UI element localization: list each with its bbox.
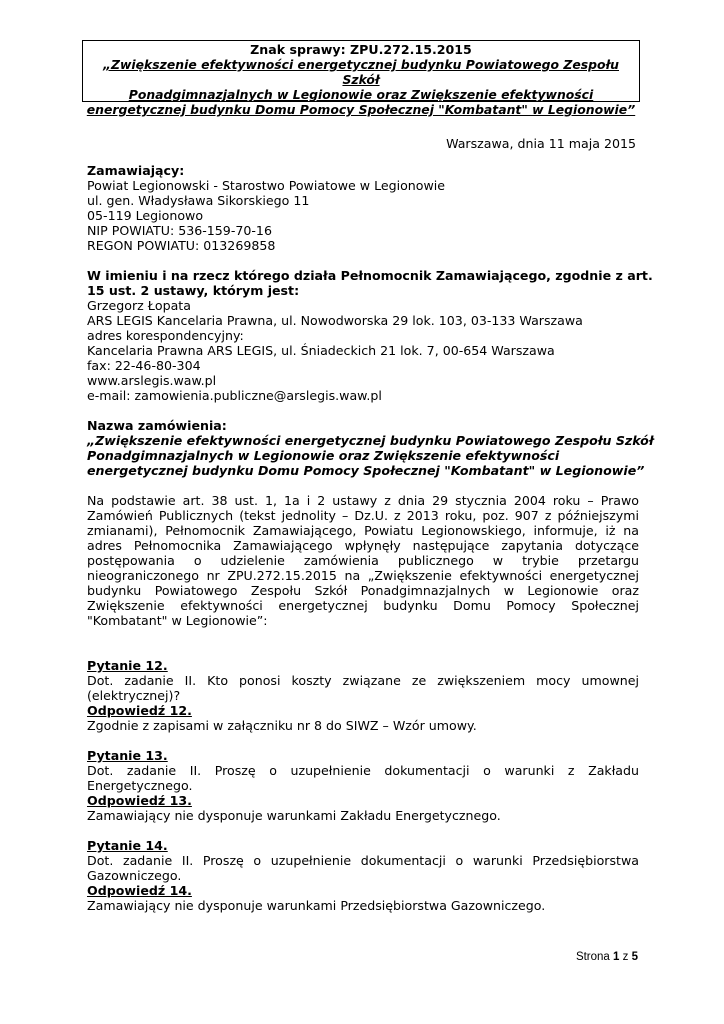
proxy-line: Kancelaria Prawna ARS LEGIS, ul. Śniadeckich 21 lok. 7, 00-654 Warszawa bbox=[87, 343, 555, 358]
answer-text: Zamawiający nie dysponuje warunkami Przedsiębiorstwa Gazowniczego. bbox=[87, 898, 546, 913]
answer-label: Odpowiedź 13. bbox=[87, 793, 192, 808]
question-label: Pytanie 13. bbox=[87, 748, 168, 763]
current-page: 1 bbox=[613, 951, 620, 963]
question-label: Pytanie 14. bbox=[87, 838, 168, 853]
contracting-line: ul. gen. Władysława Sikorskiego 11 bbox=[87, 193, 310, 208]
answer-label: Odpowiedź 14. bbox=[87, 883, 192, 898]
order-title-line-3: energetycznej budynku Domu Pomocy Społecznej "Kombatant" w Legionowie” bbox=[87, 463, 645, 478]
header-title-line-3: energetycznej budynku Domu Pomocy Społecznej "Kombatant" w Legionowie” bbox=[86, 102, 636, 117]
page-number bbox=[576, 951, 638, 963]
order-heading: Nazwa zamówienia: bbox=[87, 418, 227, 433]
proxy-line: ARS LEGIS Kancelaria Prawna, ul. Nowodworska 29 lok. 103, 03-133 Warszawa bbox=[87, 313, 583, 328]
order-title-line-2: Ponadgimnazjalnych w Legionowie oraz Zwiększenie efektywności bbox=[87, 448, 560, 463]
proxy-line: adres korespondencyjny: bbox=[87, 328, 244, 343]
header-title-line-2: Ponadgimnazjalnych w Legionowie oraz Zwiększenie efektywności bbox=[128, 87, 594, 102]
contracting-line: Powiat Legionowski - Starostwo Powiatowe w Legionowie bbox=[87, 178, 446, 193]
order-title-line-1: „Zwiększenie efektywności energetycznej budynku Powiatowego Zespołu Szkół bbox=[87, 433, 654, 448]
of-word: z bbox=[622, 951, 629, 963]
total-pages: 5 bbox=[631, 951, 638, 963]
proxy-heading-line-1: W imieniu i na rzecz którego działa Pełnomocnik Zamawiającego, zgodnie z art. bbox=[87, 268, 653, 283]
proxy-website: www.arslegis.waw.pl bbox=[87, 373, 217, 388]
proxy-email: e-mail: zamowienia.publiczne@arslegis.waw.pl bbox=[87, 388, 382, 403]
header-title-line-1: „Zwiększenie efektywności energetycznej budynku Powiatowego Zespołu Szkół bbox=[102, 57, 619, 87]
contracting-heading: Zamawiający: bbox=[87, 163, 185, 178]
question-text: Dot. zadanie II. Proszę o uzupełnienie dokumentacji o warunki z Zakładu Energetycznego. bbox=[87, 763, 639, 793]
document-date: Warszawa, dnia 11 maja 2015 bbox=[446, 136, 636, 151]
proxy-heading-line-2: 15 ust. 2 ustawy, którym jest: bbox=[87, 283, 300, 298]
document-body bbox=[87, 163, 654, 913]
intro-paragraph: Na podstawie art. 38 ust. 1, 1a i 2 ustawy z dnia 29 stycznia 2004 roku – Prawo Zamówień Publicznych (tekst jednolity – Dz.U. z 2013 roku, poz. 907 z późniejszymi zmianami), Pełnomocnik Zamawiającego, Powiatu Legionowskiego, informuje, iż na adres Pełnomocnika Zamawiającego wpłynęły następujące zapytania dotyczące postępowania o udzielenie zamówienia publicznego w trybie przetargu nieograniczonego nr ZPU.272.15.2015 na „Zwiększenie efektywności energetycznej budynku Powiatowego Zespołu Szkół Ponadgimnazjalnych w Legionowie oraz Zwiększenie efektywności energetycznej budynku Domu Pomocy Społecznej "Kombatant" w Legionowie”: bbox=[87, 493, 639, 628]
contracting-line: 05-119 Legionowo bbox=[87, 208, 204, 223]
page-word: Strona bbox=[575, 951, 610, 963]
answer-text: Zgodnie z zapisami w załączniku nr 8 do SIWZ – Wzór umowy. bbox=[87, 718, 477, 733]
contracting-line: NIP POWIATU: 536-159-70-16 bbox=[87, 223, 272, 238]
question-text: Dot. zadanie II. Proszę o uzupełnienie dokumentacji o warunki Przedsiębiorstwa Gazowniczego. bbox=[87, 853, 639, 883]
proxy-line: fax: 22-46-80-304 bbox=[87, 358, 201, 373]
question-text: Dot. zadanie II. Kto ponosi koszty związane ze zwiększeniem mocy umownej (elektrycznej)? bbox=[87, 673, 639, 703]
contracting-line: REGON POWIATU: 013269858 bbox=[87, 238, 276, 253]
case-header-box bbox=[82, 40, 640, 117]
proxy-line: Grzegorz Łopata bbox=[87, 298, 191, 313]
answer-label: Odpowiedź 12. bbox=[87, 703, 192, 718]
answer-text: Zamawiający nie dysponuje warunkami Zakładu Energetycznego. bbox=[87, 808, 501, 823]
case-number: Znak sprawy: ZPU.272.15.2015 bbox=[250, 42, 472, 57]
question-label: Pytanie 12. bbox=[87, 658, 168, 673]
